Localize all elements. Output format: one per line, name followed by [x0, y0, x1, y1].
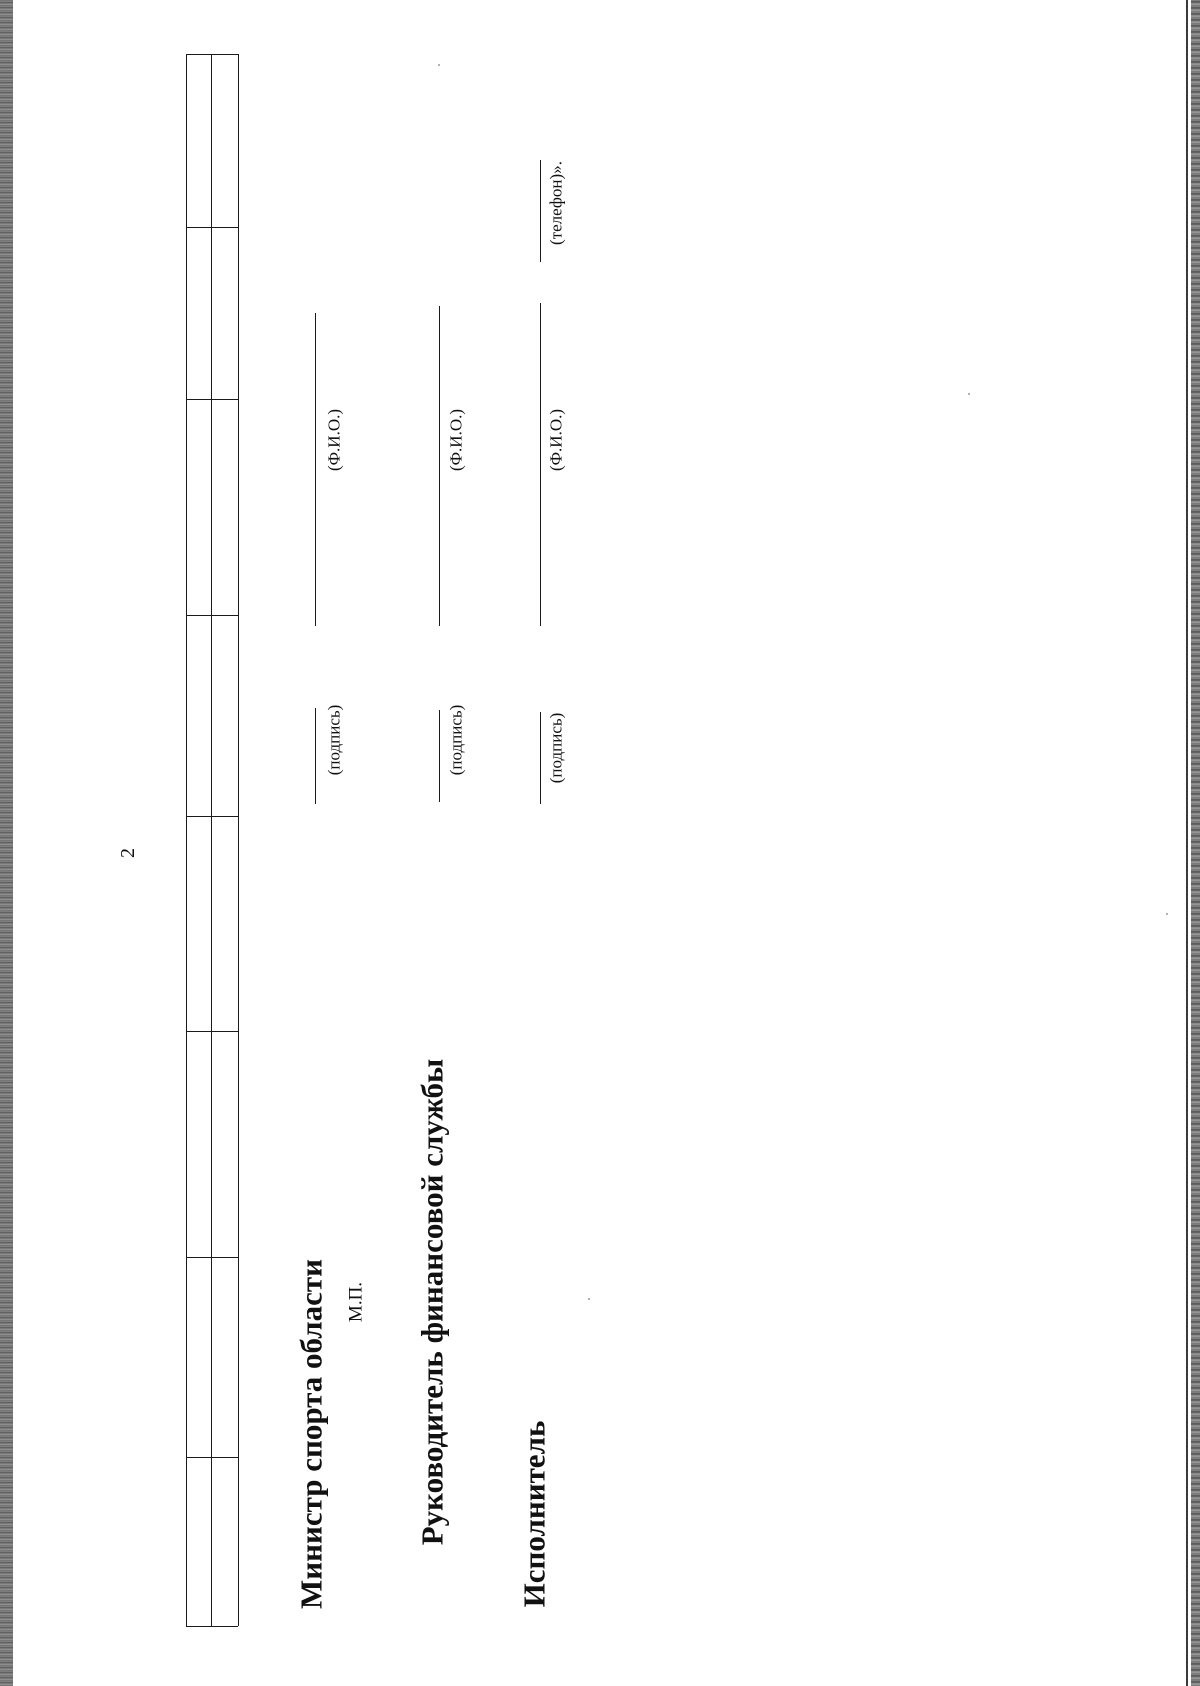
table-row-line [186, 816, 238, 817]
table-border-left [186, 54, 187, 1626]
executor-signature-line [540, 712, 541, 804]
finance-head-name-caption: (Ф.И.О.) [446, 408, 466, 472]
finance-head-title: Руководитель финансовой службы [414, 1058, 450, 1546]
table-border-right [238, 54, 239, 1626]
table-row-line [186, 615, 238, 616]
page-number: 2 [117, 848, 139, 858]
scan-speck [968, 393, 970, 395]
finance-head-name-line [439, 306, 440, 626]
table-column-divider [211, 54, 212, 1626]
executor-phone-caption: (телефон)». [546, 161, 566, 245]
executor-phone-line [540, 160, 541, 262]
table-row-line [186, 399, 238, 400]
scan-border-left [0, 0, 13, 1686]
executor-signature-caption: (подпись) [546, 712, 566, 784]
table-row-line [186, 227, 238, 228]
minister-name-caption: (Ф.И.О.) [324, 408, 344, 472]
minister-signature-caption: (подпись) [324, 704, 344, 776]
executor-title: Исполнитель [516, 1420, 552, 1608]
table-row-line [186, 1031, 238, 1032]
table-row-line [186, 54, 238, 55]
form-table [186, 54, 238, 1626]
executor-name-caption: (Ф.И.О.) [546, 408, 566, 472]
scan-border-right-line [1186, 0, 1188, 1686]
scan-border-right [1191, 0, 1200, 1686]
scan-speck [1166, 913, 1168, 915]
table-row-line [186, 1457, 238, 1458]
table-row-line [186, 1626, 238, 1627]
scan-speck [588, 1298, 590, 1300]
finance-head-signature-line [439, 710, 440, 802]
seal-placeholder: М.П. [345, 1281, 367, 1323]
minister-signature-line [315, 708, 316, 804]
finance-head-signature-caption: (подпись) [446, 704, 466, 776]
minister-title: Министр спорта области [293, 1259, 329, 1609]
table-row-line [186, 1257, 238, 1258]
minister-name-line [315, 313, 316, 626]
scan-speck [438, 64, 440, 66]
executor-name-line [540, 303, 541, 626]
